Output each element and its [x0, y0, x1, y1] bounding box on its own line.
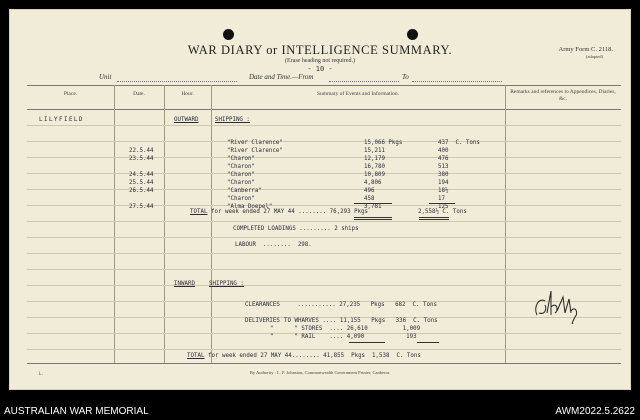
- footer-mark: L.: [39, 371, 44, 376]
- row-pkgs: 10,809: [364, 172, 385, 178]
- datetime-label: Date and Time.—From: [249, 73, 314, 81]
- diary-sheet: [9, 9, 631, 390]
- row-ship: "River Clarence": [227, 148, 283, 154]
- inward-total-text: for week ended 27 MAY 44........ 41,855 Pkgs 1,538 C. Tons: [208, 353, 421, 359]
- caption-accession: AWM2022.5.2622: [555, 406, 635, 417]
- outward-total-text: for week ended 27 MAY 44 ........ 76,293 Pkgs: [211, 209, 369, 215]
- punch-hole-right: [407, 29, 418, 40]
- to-label: To: [402, 73, 409, 81]
- inward-shipping-label: SHIPPING :: [209, 281, 244, 287]
- row-pkgs: 15,066 Pkgs: [364, 140, 403, 146]
- army-form-adapted: (adapted): [586, 54, 603, 59]
- col-divider-remarks: [505, 85, 506, 363]
- row-ship: "River Clarence": [227, 140, 283, 146]
- ruled-line: [27, 189, 621, 190]
- row-tons: 400: [438, 148, 449, 154]
- deliveries-label: DELIVERIES: [245, 318, 280, 324]
- unit-label: Unit: [99, 73, 112, 81]
- inward-total-label: TOTAL: [187, 353, 205, 359]
- row-pkgs: 458: [364, 196, 375, 202]
- row-pkgs: 12,179: [364, 156, 385, 162]
- deliveries-stores: " " STORES .... 26,610 1,009: [270, 326, 421, 332]
- row-ship: "Charon": [227, 180, 255, 186]
- outward-label: OUTWARD: [174, 117, 199, 123]
- ruled-line: [27, 173, 621, 174]
- completed-loadings: COMPLETED LOADINGS ......... 2 ships: [233, 226, 359, 232]
- ruled-line: [27, 349, 621, 350]
- from-dotline: [329, 81, 399, 82]
- ruled-line: [27, 285, 621, 286]
- col-date: Date.: [133, 91, 145, 97]
- ruled-line: [27, 157, 621, 158]
- inward-tons-subtotal-rule: [417, 342, 439, 343]
- place-lilyfield: LILYFIELD: [39, 117, 84, 123]
- row-tons: 513: [438, 164, 449, 170]
- row-tons: 18½: [438, 188, 449, 194]
- outward-shipping-label: SHIPPING :: [215, 117, 250, 123]
- ruled-line: [27, 237, 621, 238]
- row-ship: "Charon": [227, 172, 255, 178]
- header-bottom-rule: [27, 109, 621, 110]
- row-pkgs: 4,806: [364, 180, 382, 186]
- deliveries-rail: " " RAIL .... 4,090 193: [270, 334, 417, 340]
- row-tons: 125: [438, 204, 449, 210]
- col-place: Place.: [63, 91, 78, 97]
- row-pkgs: 496: [364, 188, 375, 194]
- row-date: 22.5.44: [129, 148, 154, 154]
- row-tons: 437 C. Tons: [438, 140, 480, 146]
- ruled-line: [27, 253, 621, 254]
- col-summary: Summary of Events and Information.: [316, 91, 400, 97]
- row-ship: "Charon": [227, 156, 255, 162]
- row-date: 25.5.44: [129, 180, 154, 186]
- row-tons: 17: [438, 196, 445, 202]
- row-pkgs: 16,780: [364, 164, 385, 170]
- signature: [529, 287, 584, 327]
- col-divider-summary: [211, 85, 212, 363]
- row-ship: "Canberra": [227, 188, 262, 194]
- col-hour: Hour.: [181, 91, 194, 97]
- row-pkgs: 15,211: [364, 148, 385, 154]
- row-ship: "Alma Doepel": [227, 204, 273, 210]
- table-bottom-rule: [27, 363, 621, 364]
- page-number: - 10 -: [307, 65, 333, 73]
- ruled-line: [27, 205, 621, 206]
- inward-subtotal-rule: [349, 342, 385, 343]
- tons-total-rule: [419, 217, 449, 220]
- row-ship: "Charon": [227, 164, 255, 170]
- col-divider-hour: [164, 85, 165, 363]
- row-tons: 194: [438, 180, 449, 186]
- army-form-number: Army Form C. 2118.: [558, 46, 613, 53]
- to-dotline: [412, 81, 502, 82]
- ruled-line: [27, 125, 621, 126]
- form-title: WAR DIARY or INTELLIGENCE SUMMARY.: [187, 43, 453, 57]
- row-date: 26.5.44: [129, 188, 154, 194]
- caption-institution: AUSTRALIAN WAR MEMORIAL: [4, 406, 149, 417]
- outward-total-tons: 2,558½ C. Tons: [418, 209, 467, 215]
- pkgs-total-rule: [354, 217, 392, 220]
- ruled-line: [27, 141, 621, 142]
- row-tons: 476: [438, 156, 449, 162]
- row-ship: "Charon": [227, 196, 255, 202]
- printer-authority: By Authority : L. F. Johnston, Commonwealth Government Printer, Canberra.: [249, 370, 391, 375]
- col-remarks: Remarks and references to Appendices, Diaries, &c.: [510, 89, 616, 102]
- clearances: CLEARANCES ........... 27,235 Pkgs 682 C. Tons: [245, 302, 437, 308]
- outward-total-label: TOTAL: [190, 209, 208, 215]
- unit-dotline: [117, 81, 237, 82]
- punch-hole-left: [223, 29, 234, 40]
- deliveries-wharves: TO WHARVES .... 11,155 Pkgs 336 C. Tons: [284, 318, 438, 324]
- row-tons: 380: [438, 172, 449, 178]
- ruled-line: [27, 269, 621, 270]
- row-date: 23.5.44: [129, 156, 154, 162]
- labour: LABOUR ........ 298.: [235, 242, 312, 248]
- table-top-rule: [27, 85, 621, 86]
- pkgs-subtotal-rule: [354, 203, 392, 204]
- col-divider-date: [114, 85, 115, 363]
- row-pkgs: 3,781: [364, 204, 382, 210]
- row-date: 24.5.44: [129, 172, 154, 178]
- row-date: 27.5.44: [129, 204, 154, 210]
- form-subtitle: (Erase heading not required.): [285, 58, 355, 64]
- inward-label: INWARD: [174, 281, 195, 287]
- ruled-line: [27, 221, 621, 222]
- tons-subtotal-rule: [429, 203, 455, 204]
